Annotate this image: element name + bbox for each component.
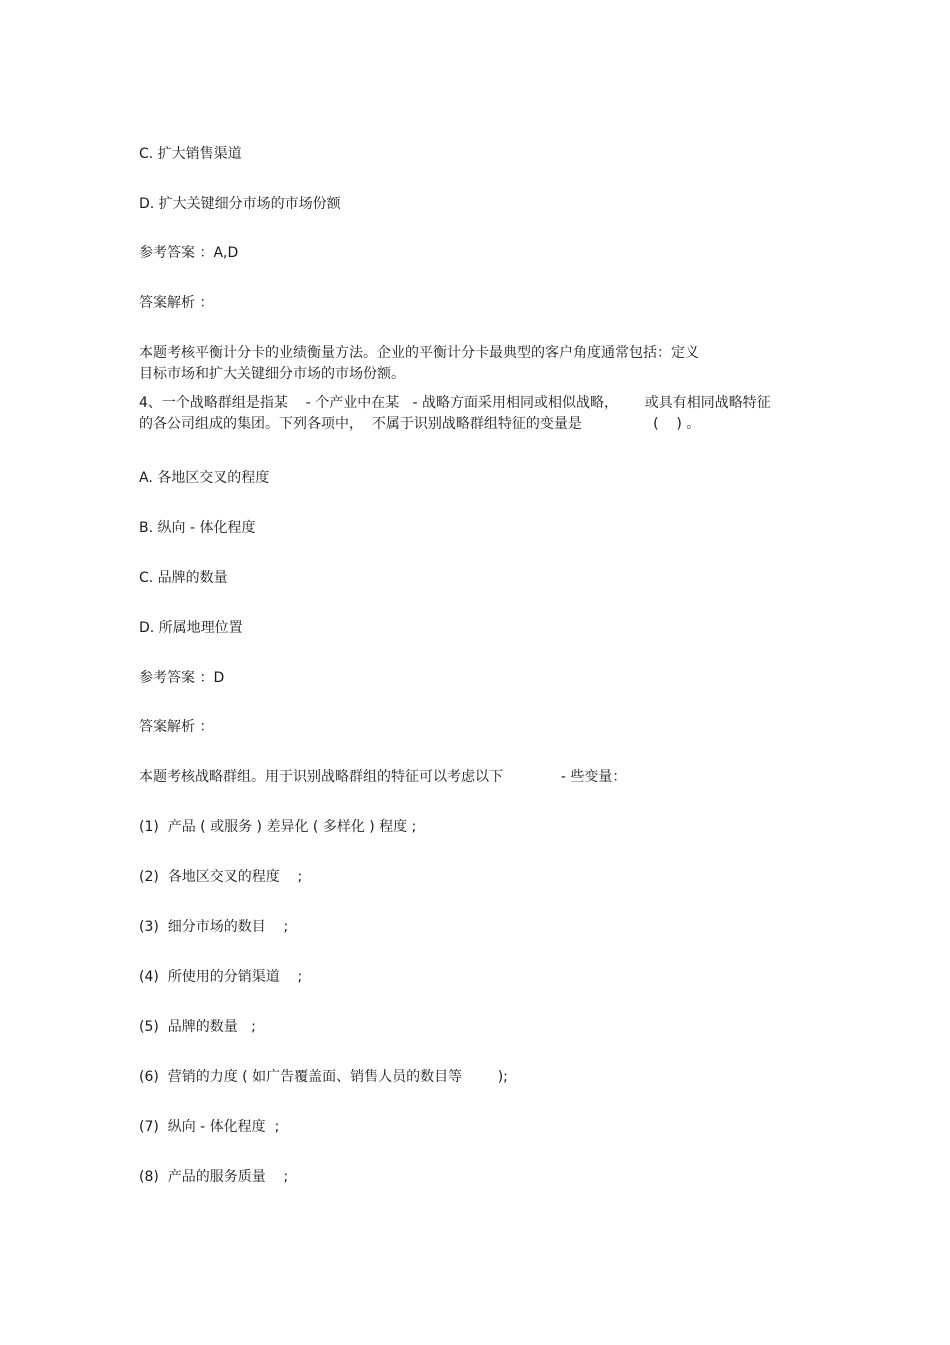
q4-stem-line-2: 的各公司组成的集团。下列各项中， 不属于识别战略群组特征的变量是 ( ) 。 [139, 416, 701, 432]
q3-answer: 参考答案 ：A,D [139, 245, 239, 261]
q4-analysis-label: 答案解析 ： [139, 719, 214, 735]
list-item: (3) 细分市场的数目 ; [139, 919, 289, 935]
q4-option-d: D. 所属地理位置 [139, 620, 243, 636]
q4-option-b: B. 纵向 - 体化程度 [139, 520, 256, 536]
list-item: (8) 产品的服务质量 ; [139, 1169, 289, 1185]
list-item: (4) 所使用的分销渠道 ; [139, 969, 303, 985]
q4-stem-line-1: 4、一个战略群组是指某 - 个产业中在某 - 战略方面采用相同或相似战略， 或具有相同战略特征 [139, 395, 771, 411]
q3-option-d: D. 扩大关键细分市场的市场份额 [139, 196, 341, 212]
list-item: (6) 营销的力度 ( 如广告覆盖面、销售人员的数目等 ); [139, 1069, 508, 1085]
q3-analysis-line-2: 目标市场和扩大关键细分市场的市场份额。 [139, 366, 405, 382]
list-item: (5) 品牌的数量 ; [139, 1019, 256, 1035]
list-item: (7) 纵向 - 体化程度 ; [139, 1119, 280, 1135]
q4-stem [139, 393, 819, 435]
list-item: (1) 产品 ( 或服务 ) 差异化 ( 多样化 ) 程度 ; [139, 819, 417, 835]
q3-analysis-line-1: 本题考核平衡计分卡的业绩衡量方法。企业的平衡计分卡最典型的客户角度通常包括：定义 [139, 345, 699, 361]
q4-option-a: A. 各地区交叉的程度 [139, 470, 270, 486]
q3-option-c: C. 扩大销售渠道 [139, 146, 242, 162]
q3-analysis-text [139, 343, 819, 385]
q4-analysis-intro: 本题考核战略群组。用于识别战略群组的特征可以考虑以下 - 些变量： [139, 769, 627, 785]
q4-option-c: C. 品牌的数量 [139, 570, 228, 586]
q3-analysis-label: 答案解析 ： [139, 295, 214, 311]
q4-answer: 参考答案 ：D [139, 670, 225, 686]
list-item: (2) 各地区交叉的程度 ; [139, 869, 303, 885]
